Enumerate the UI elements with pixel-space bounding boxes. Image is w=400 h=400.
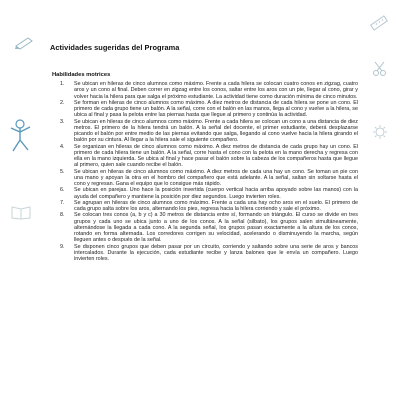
list-item-number: 5. — [60, 168, 65, 175]
document — [50, 43, 358, 262]
list-item-text: Se ubican en hileras de cinco alumnos como máximo. A diez metros de cada una hay un cono. Se toman un pie con una mano y apoyan la otra en el hombro del compañero que está adelante. A la señal, saltan sin soltarse hasta el cono y regresan. Gana el equipo que lo consigue más rápido. — [74, 168, 358, 187]
pencil-icon — [14, 36, 34, 50]
list-item — [60, 187, 358, 200]
list-item-text: Se organizan en hileras de cinco alumnos como máximo. A diez metros de distancia de cada grupo hay un cono. El primero de cada hilera tiene un balón. A la señal, corre hasta el cono con la pelota en la mano derecha y regresa con ella en la mano izquierda. Se ubica al final y hace pasar el balón sobre la cabeza de los compañeros hasta que llegue al primero, quien sale cuando recibe el balón. — [74, 143, 358, 169]
gear-icon — [372, 124, 388, 140]
list-item-text: Se colocan tres conos (a, b y c) a 30 metros de distancia entre sí, formando un triángulo. El curso se divide en tres grupos y cada uno se ubica junto a uno de los conos. A la señal (silbato), los grupos salen simultáneamente, alternándose la llegada a cada cono. A la segunda señal, los grupos pasan exactamente a la altura de los conos, rotando en forma alternada. Los corredores corrigen su velocidad, acelerando o disminuyendo la marcha, según lleguen antes o después de la señal. — [74, 212, 358, 244]
activity-list — [50, 81, 358, 262]
ruler-icon — [368, 12, 390, 34]
list-item-number: 1. — [60, 81, 65, 87]
list-item-text: Se ubican en hileras de cinco alumnos como máximo. Frente a cada hilera se colocan cuatro conos en zigzag, cuatro aros y un cono al final. Deben correr en zigzag entre los conos, saltar entre los aros con un pie, llegar al cono, girar y volver hacia la hilera para que salga el próximo estudiante. La actividad tiene como duración mínima de cinco minutos. — [74, 81, 358, 100]
list-item — [60, 212, 358, 244]
list-item — [60, 168, 358, 188]
list-item-text: Se forman en hileras de cinco alumnos como máximo. A diez metros de distancia de cada hilera se pone un cono. El primero de cada grupo tiene un balón. A la señal, corre con el balón en las manos, llega al cono y vuelve a la hilera, se ubica al final y pasa la pelota entre las piernas hasta que llegue al primero y continúa la actividad. — [74, 99, 358, 119]
list-item-number: 8. — [60, 212, 65, 219]
list-item-text: Se ubican en parejas. Uno hace la posición invertida (cuerpo vertical hacia arriba apoyado sobre las manos) con la ayuda del compañero y mantiene la posición por diez segundos. Luego invierten roles. — [74, 187, 358, 200]
list-item-number: 4. — [60, 143, 65, 150]
list-item-text: Se ubican en hileras de cinco alumnos como máximo. Frente a cada hilera se colocan un cono a una distancia de diez metros. El primero de la hilera tendrá un balón. A la señal del docente, el primer estudiante, deberá desplazarse picando el balón por entre medio de las piernas evitando que salga, llegando al cono vuelve hacia la hilera girando el balón por su cintura. Al llegar a la hilera sale el siguiente compañero. — [74, 118, 358, 144]
list-item-number: 7. — [60, 199, 65, 206]
page-title: Actividades sugeridas del Programa — [50, 43, 180, 52]
list-item — [60, 99, 358, 119]
list-item-text: Se agrupan en hileras de cinco alumnos como máximo. Frente a cada una hay ocho aros en el suelo. El primero de cada grupo salta sobre los aros, alternando los pies, regresa hacia la hilera corriendo y sale el próximo. — [74, 199, 358, 212]
list-item — [60, 143, 358, 169]
list-item-number: 3. — [60, 118, 65, 125]
list-item-number: 2. — [60, 99, 65, 106]
book-icon — [10, 204, 32, 220]
list-item — [60, 81, 358, 100]
list-item-text: Se disponen cinco grupos que deben pasar por un circuito, corriendo y saltando sobre una serie de aros y bancos intercalados. Durante la ejecución, cada estudiante recibe y lanza balones que le envía un compañero. Luego invierten roles. — [74, 243, 358, 262]
section-title: Habilidades motrices — [52, 72, 111, 78]
list-item-number: 9. — [60, 243, 65, 250]
stick-figure-icon — [6, 118, 34, 154]
list-item — [60, 199, 358, 213]
list-item-number: 6. — [60, 187, 65, 194]
scissors-icon — [372, 60, 388, 78]
list-item — [60, 243, 358, 263]
list-item — [60, 118, 358, 144]
